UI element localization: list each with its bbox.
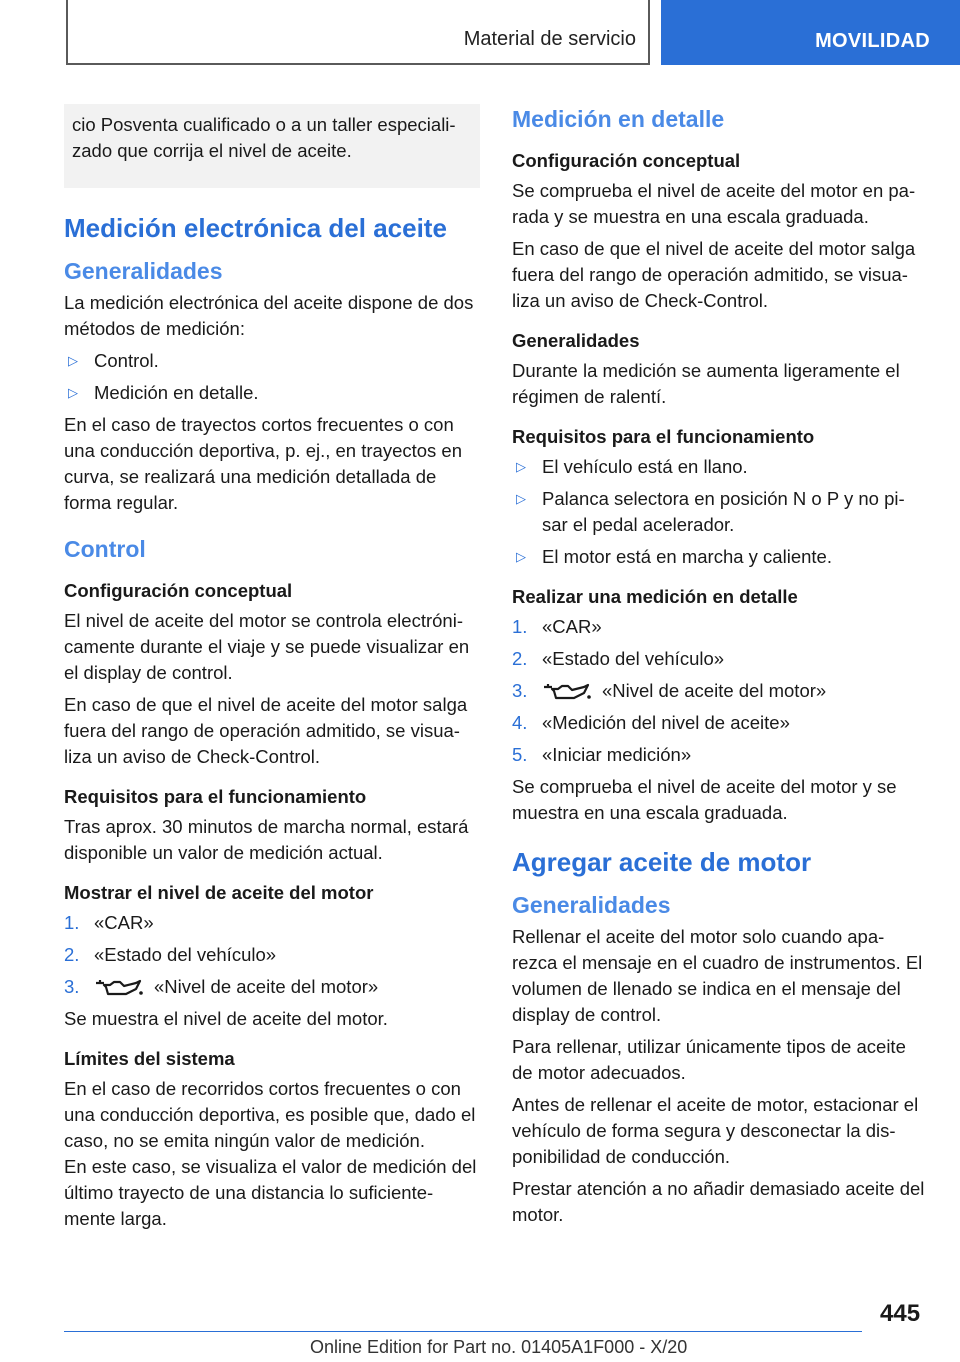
heading-oil-measurement: Medición electrónica del aceite xyxy=(64,213,447,243)
step-item: 4. «Medición del nivel de aceite» xyxy=(512,712,790,733)
oil-can-icon xyxy=(542,681,592,703)
paragraph: En el caso de trayectos cortos frecuentes o con una conducción deportiva, p. ej., en trayectos en curva, se realizará una medición detallada de forma regular. xyxy=(64,414,463,513)
heading-add-oil: Agregar aceite de motor xyxy=(512,847,812,877)
list-item: ▷ Control. xyxy=(64,348,480,374)
paragraph: La medición electrónica del aceite dispone de dos métodos de medición: xyxy=(64,292,474,339)
step-item: 5. «Iniciar medición» xyxy=(512,744,692,765)
step-item: 2. «Estado del vehículo» xyxy=(512,648,725,669)
paragraph: En caso de que el nivel de aceite del motor salga fuera del rango de operación admitido, se visua-liza un aviso de Check-Control. xyxy=(512,238,916,311)
header-left-rule xyxy=(66,0,68,64)
continued-note xyxy=(64,104,480,188)
oil-can-icon xyxy=(94,977,144,999)
step-item: 3. «Nivel de aceite del motor» xyxy=(64,974,480,1000)
requirements-list xyxy=(512,454,928,570)
paragraph: Durante la medición se aumenta ligeramente el régimen de ralentí. xyxy=(512,360,900,407)
show-steps xyxy=(64,910,480,1000)
step-item: 2. «Estado del vehículo» xyxy=(64,944,277,965)
paragraph: En este caso, se visualiza el valor de medición del último trayecto de una distancia lo suficiente-mente larga. xyxy=(64,1156,477,1229)
header-chapter-tab[interactable] xyxy=(661,0,960,65)
step-item: 1. «CAR» xyxy=(64,912,154,933)
heading-general: Generalidades xyxy=(512,892,671,918)
subheading-limits: Límites del sistema xyxy=(64,1048,235,1069)
list-item: ▷ Medición en detalle. xyxy=(64,380,480,406)
left-column xyxy=(64,104,480,1238)
measure-steps xyxy=(512,614,928,768)
header-section-title: Material de servicio xyxy=(463,28,636,50)
paragraph: Rellenar el aceite del motor solo cuando apa-rezca el mensaje en el cuadro de instrumentos. El volumen de llenado se indica en el mensaje del display de control. xyxy=(512,926,923,1025)
paragraph: Tras aprox. 30 minutos de marcha normal, estará disponible un valor de medición actual. xyxy=(64,816,469,863)
footer-rule xyxy=(64,1331,862,1332)
page-number: 445 xyxy=(880,1300,921,1327)
subheading-requirements: Requisitos para el funcionamiento xyxy=(64,786,367,807)
triangle-marker-icon: ▷ xyxy=(516,459,526,474)
paragraph: Se comprueba el nivel de aceite del motor y se muestra en una escala graduada. xyxy=(512,776,897,823)
paragraph: Para rellenar, utilizar únicamente tipos de aceite de motor adecuados. xyxy=(512,1036,906,1083)
paragraph: En el caso de recorridos cortos frecuentes o con una conducción deportiva, es posible que, dado el caso, no se emita ningún valor de medición. xyxy=(64,1078,476,1151)
step-item: 1. «CAR» xyxy=(512,616,602,637)
step-item: 3. «Nivel de aceite del motor» xyxy=(512,678,928,704)
subheading-do-measurement: Realizar una medición en detalle xyxy=(512,586,798,607)
note-text: cio Posventa cualificado o a un taller especiali-zado que corrija el nivel de aceite. xyxy=(72,114,456,161)
triangle-marker-icon: ▷ xyxy=(516,549,526,564)
triangle-marker-icon: ▷ xyxy=(68,353,78,368)
triangle-marker-icon: ▷ xyxy=(68,385,78,400)
paragraph: En caso de que el nivel de aceite del motor salga fuera del rango de operación admitido, se visua-liza un aviso de Check-Control. xyxy=(64,694,468,767)
paragraph: Antes de rellenar el aceite de motor, estacionar el vehículo de forma segura y desconectar la dis-ponibilidad de conducción. xyxy=(512,1094,919,1167)
method-list xyxy=(64,348,480,406)
subheading-concept: Configuración conceptual xyxy=(64,580,293,601)
subheading-show-level: Mostrar el nivel de aceite del motor xyxy=(64,882,374,903)
header-bottom-rule xyxy=(66,63,650,65)
right-column xyxy=(512,104,928,1234)
list-item: ▷ El vehículo está en llano. xyxy=(512,454,928,480)
paragraph: Prestar atención a no añadir demasiado aceite del motor. xyxy=(512,1178,925,1225)
subheading-concept: Configuración conceptual xyxy=(512,150,741,171)
paragraph: Se muestra el nivel de aceite del motor. xyxy=(64,1008,388,1029)
chapter-tab-label: MOVILIDAD xyxy=(815,30,930,52)
triangle-marker-icon: ▷ xyxy=(516,491,526,506)
edition-footer: Online Edition for Part no. 01405A1F000 - X/20 xyxy=(310,1337,688,1357)
subheading-requirements: Requisitos para el funcionamiento xyxy=(512,426,815,447)
list-item: ▷ El motor está en marcha y caliente. xyxy=(512,544,928,570)
list-item: ▷ Palanca selectora en posición N o P y no pi-sar el pedal acelerador. xyxy=(516,488,905,535)
paragraph: Se comprueba el nivel de aceite del motor en pa-rada y se muestra en una escala graduada. xyxy=(512,180,916,227)
heading-control: Control xyxy=(64,536,146,562)
heading-general: Generalidades xyxy=(64,258,223,284)
heading-detail-measurement: Medición en detalle xyxy=(512,106,725,132)
header-mid-rule xyxy=(648,0,650,64)
paragraph: El nivel de aceite del motor se controla electróni-camente durante el viaje y se puede visualizar en el display de control. xyxy=(64,610,470,683)
subheading-general: Generalidades xyxy=(512,330,640,351)
